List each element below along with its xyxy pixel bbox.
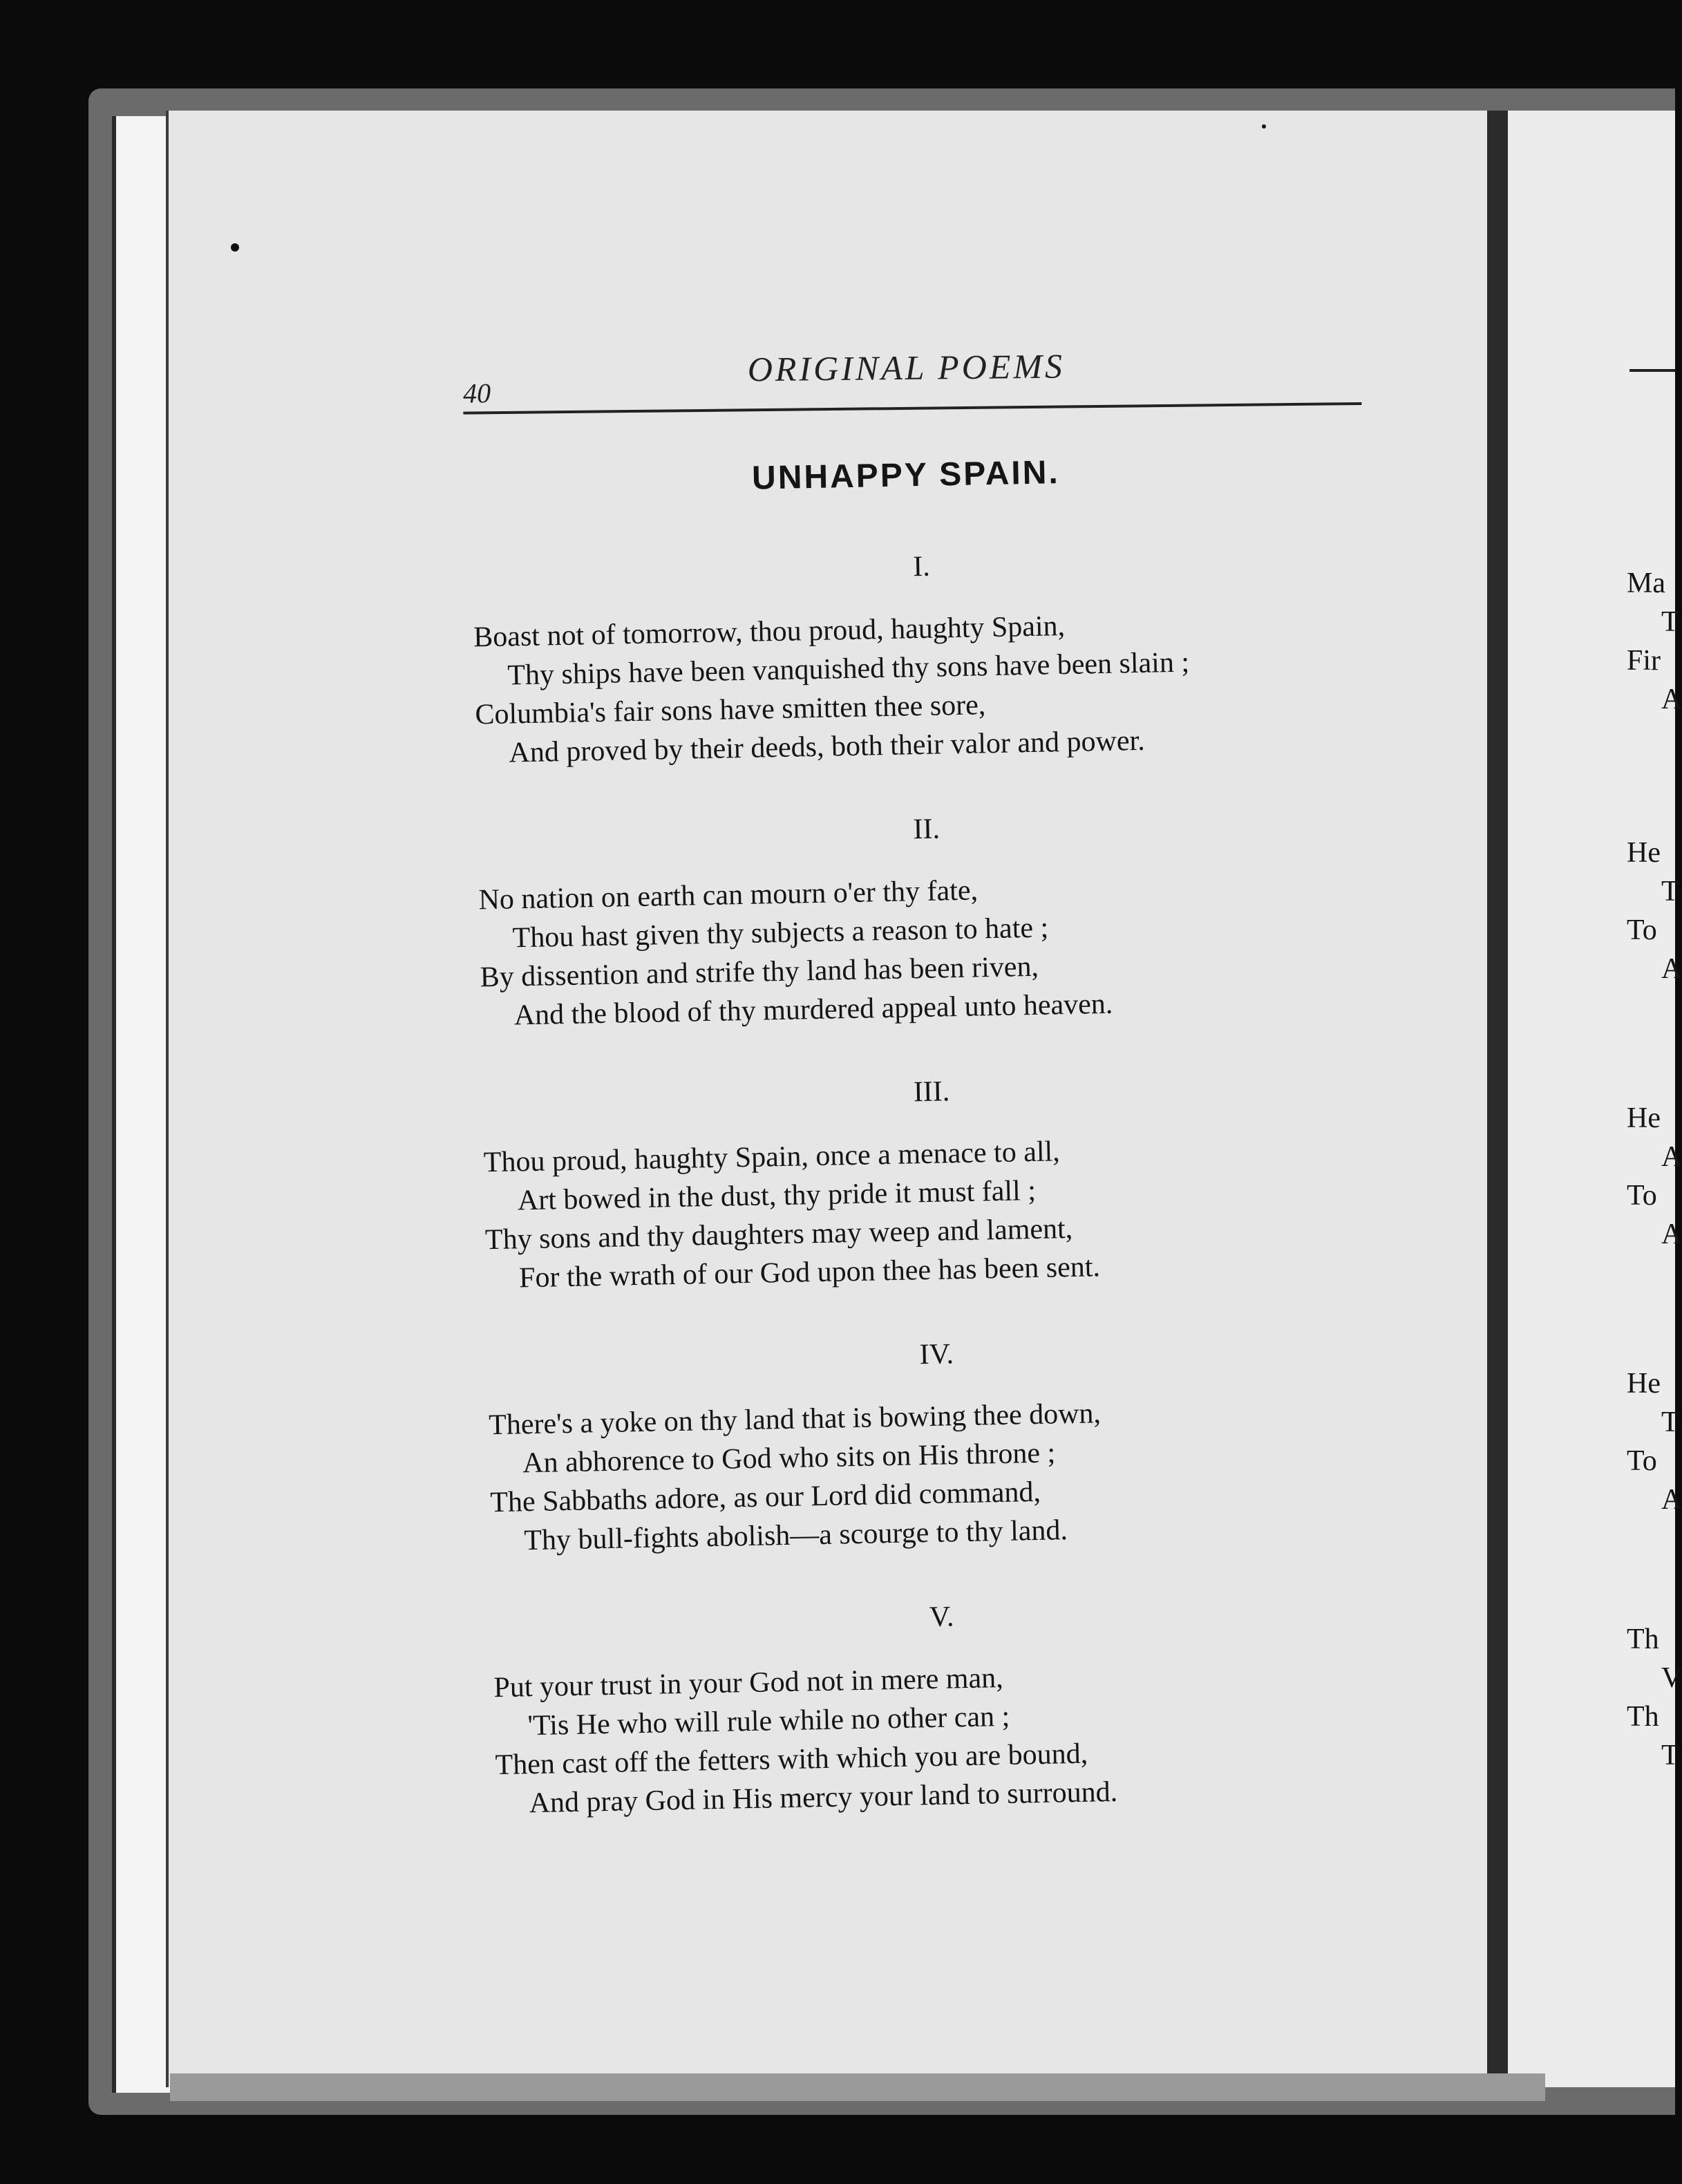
facing-page-rule — [1629, 369, 1675, 372]
stanza-5 — [492, 1588, 1395, 1823]
poem-line: And proved by their deeds, both their valor and power. — [509, 724, 1146, 769]
stanza-3 — [482, 1062, 1385, 1298]
facing-line: To — [1627, 1445, 1657, 1477]
stanza-2 — [477, 800, 1379, 1035]
facing-line: A — [1661, 1218, 1682, 1250]
ink-speck — [1262, 124, 1266, 129]
page-header — [296, 340, 1368, 427]
stanza-numeral: I. — [912, 550, 931, 583]
poem-line: Thou proud, haughty Spain, once a menace to all, — [483, 1136, 1061, 1179]
poem-line: And pray God in His mercy your land to surround. — [529, 1776, 1118, 1820]
facing-line: Th — [1627, 1701, 1659, 1733]
stanza-1 — [472, 537, 1374, 773]
poem-line: There's a yoke on thy land that is bowing thee down, — [488, 1397, 1102, 1442]
stanza-numeral: III. — [913, 1075, 950, 1109]
stanza-4 — [487, 1325, 1390, 1561]
facing-line: He — [1627, 1368, 1661, 1400]
facing-line: A — [1661, 1141, 1682, 1173]
stanza-numeral: II. — [913, 813, 941, 846]
poem-line: Then cast off the fetters with which you are bound, — [495, 1738, 1088, 1782]
ink-speck — [231, 243, 239, 252]
poem-line: 'Tis He who will rule while no other can ; — [527, 1700, 1010, 1742]
poem-line: Thou hast given thy subjects a reason to hate ; — [512, 912, 1049, 954]
facing-line: He — [1627, 1102, 1661, 1134]
facing-line: T — [1661, 876, 1679, 907]
poem-line: Boast not of tomorrow, thou proud, haughty Spain, — [473, 610, 1066, 654]
poem-line: No nation on earth can mourn o'er thy fate, — [478, 874, 979, 916]
poem-line: Thy bull-fights abolish—a scourge to thy land. — [523, 1514, 1068, 1557]
facing-line: He — [1627, 837, 1661, 869]
right-page — [1508, 111, 1675, 2087]
poem-line: Art bowed in the dust, thy pride it must fall ; — [517, 1174, 1037, 1217]
poem — [456, 433, 1408, 1833]
poem-line: And the blood of thy murdered appeal unto heaven. — [513, 988, 1113, 1032]
facing-line: T — [1661, 1740, 1679, 1771]
poem-line: By dissention and strife thy land has been riven, — [480, 950, 1039, 994]
poem-line: Thy sons and thy daughters may weep and lament, — [484, 1212, 1073, 1256]
poem-title: UNHAPPY SPAIN. — [751, 454, 1061, 497]
facing-line: V — [1661, 1662, 1682, 1694]
poem-line: The Sabbaths adore, as our Lord did command, — [489, 1476, 1041, 1519]
poem-line: Put your trust in your God not in mere man, — [493, 1661, 1004, 1704]
poem-line: An abhorence to God who sits on His throne ; — [522, 1437, 1056, 1480]
poem-line: Columbia's fair sons have smitten thee sore, — [475, 689, 986, 731]
running-title: ORIGINAL POEMS — [747, 346, 1066, 389]
page-edge — [112, 116, 174, 2093]
facing-line: A — [1661, 953, 1682, 985]
page-number: 40 — [462, 377, 491, 409]
facing-line: T — [1661, 1406, 1679, 1438]
facing-line: A — [1661, 1484, 1682, 1516]
facing-line: To — [1627, 914, 1657, 946]
poem-line: For the wrath of our God upon thee has been sent. — [518, 1251, 1101, 1295]
stanza-numeral: IV. — [919, 1338, 954, 1371]
facing-line: Fir — [1627, 645, 1661, 677]
poem-line: Thy ships have been vanquished thy sons have been slain ; — [507, 646, 1190, 692]
facing-line: T — [1661, 606, 1679, 638]
facing-line: Th — [1627, 1623, 1659, 1655]
stanza-numeral: V. — [929, 1601, 954, 1634]
facing-line: To — [1627, 1180, 1657, 1212]
facing-line: A — [1661, 684, 1682, 715]
bottom-edge — [170, 2073, 1545, 2101]
book-gutter — [1487, 111, 1508, 2087]
header-rule — [463, 402, 1361, 415]
facing-line: Ma — [1627, 567, 1665, 599]
